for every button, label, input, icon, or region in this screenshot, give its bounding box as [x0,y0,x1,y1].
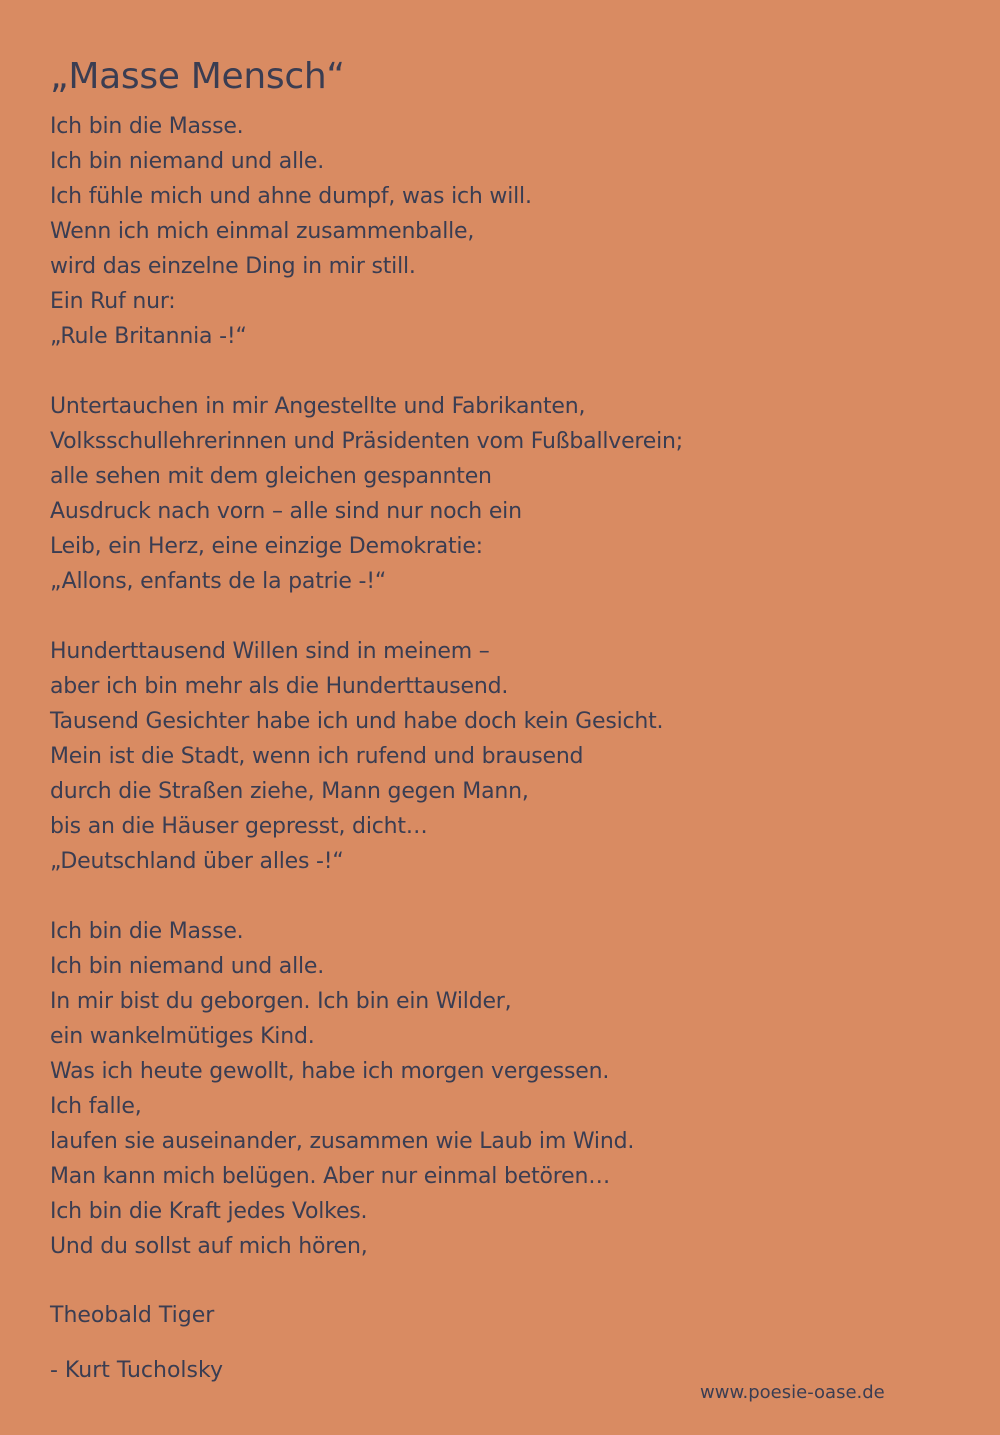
poem-line: Tausend Gesichter habe ich und habe doch kein Gesicht. [50,709,664,734]
poem-line: aber ich bin mehr als die Hunderttausend. [50,674,509,699]
poem-line: Ein Ruf nur: [50,289,176,314]
poem-line: „Allons, enfants de la patrie -!“ [50,569,387,594]
poem-body [50,109,950,1299]
poem-line: Leib, ein Herz, eine einzige Demokratie: [50,534,483,559]
poem-line: Ich falle, [50,1094,142,1119]
poem-line: Ich bin niemand und alle. [50,149,325,174]
poem-line: durch die Straßen ziehe, Mann gegen Mann, [50,779,529,804]
stanza-4 [50,914,950,1264]
poem-line: Ich bin die Masse. [50,114,244,139]
poem-line: ein wankelmütiges Kind. [50,1024,315,1049]
poem-line: Ich fühle mich und ahne dumpf, was ich will. [50,184,532,209]
stanza-1 [50,109,950,354]
poem-line: In mir bist du geborgen. Ich bin ein Wilder, [50,989,512,1014]
poem-line: alle sehen mit dem gleichen gespannten [50,464,492,489]
poem-line: Ausdruck nach vorn – alle sind nur noch ein [50,499,522,524]
author-credit: - Kurt Tucholsky [50,1358,223,1383]
poem-line: bis an die Häuser gepresst, dicht… [50,814,428,839]
poem-line: „Deutschland über alles -!“ [50,849,344,874]
poem-line: laufen sie auseinander, zusammen wie Laub im Wind. [50,1129,635,1154]
poem-line: Ich bin die Kraft jedes Volkes. [50,1199,368,1224]
poem-line: Hunderttausend Willen sind in meinem – [50,639,490,664]
poem-line: Und du sollst auf mich hören, [50,1234,368,1259]
poem-line: Volksschullehrerinnen und Präsidenten vom Fußballverein; [50,429,683,454]
poem-line: Man kann mich belügen. Aber nur einmal betören… [50,1164,611,1189]
stanza-3 [50,634,950,879]
poem-line: Ich bin die Masse. [50,919,244,944]
poem-title: „Masse Mensch“ [50,56,345,97]
poem-line: Untertauchen in mir Angestellte und Fabrikanten, [50,394,586,419]
website-url: www.poesie-oase.de [700,1382,885,1403]
stanza-2 [50,389,950,599]
poem-line: Mein ist die Stadt, wenn ich rufend und brausend [50,744,584,769]
poem-line: Was ich heute gewollt, habe ich morgen vergessen. [50,1059,610,1084]
poem-line: wird das einzelne Ding in mir still. [50,254,416,279]
poem-line: Wenn ich mich einmal zusammenballe, [50,219,475,244]
poem-line: Ich bin niemand und alle. [50,954,325,979]
pseudonym-signature: Theobald Tiger [50,1303,215,1328]
poem-line: „Rule Britannia -!“ [50,324,247,349]
